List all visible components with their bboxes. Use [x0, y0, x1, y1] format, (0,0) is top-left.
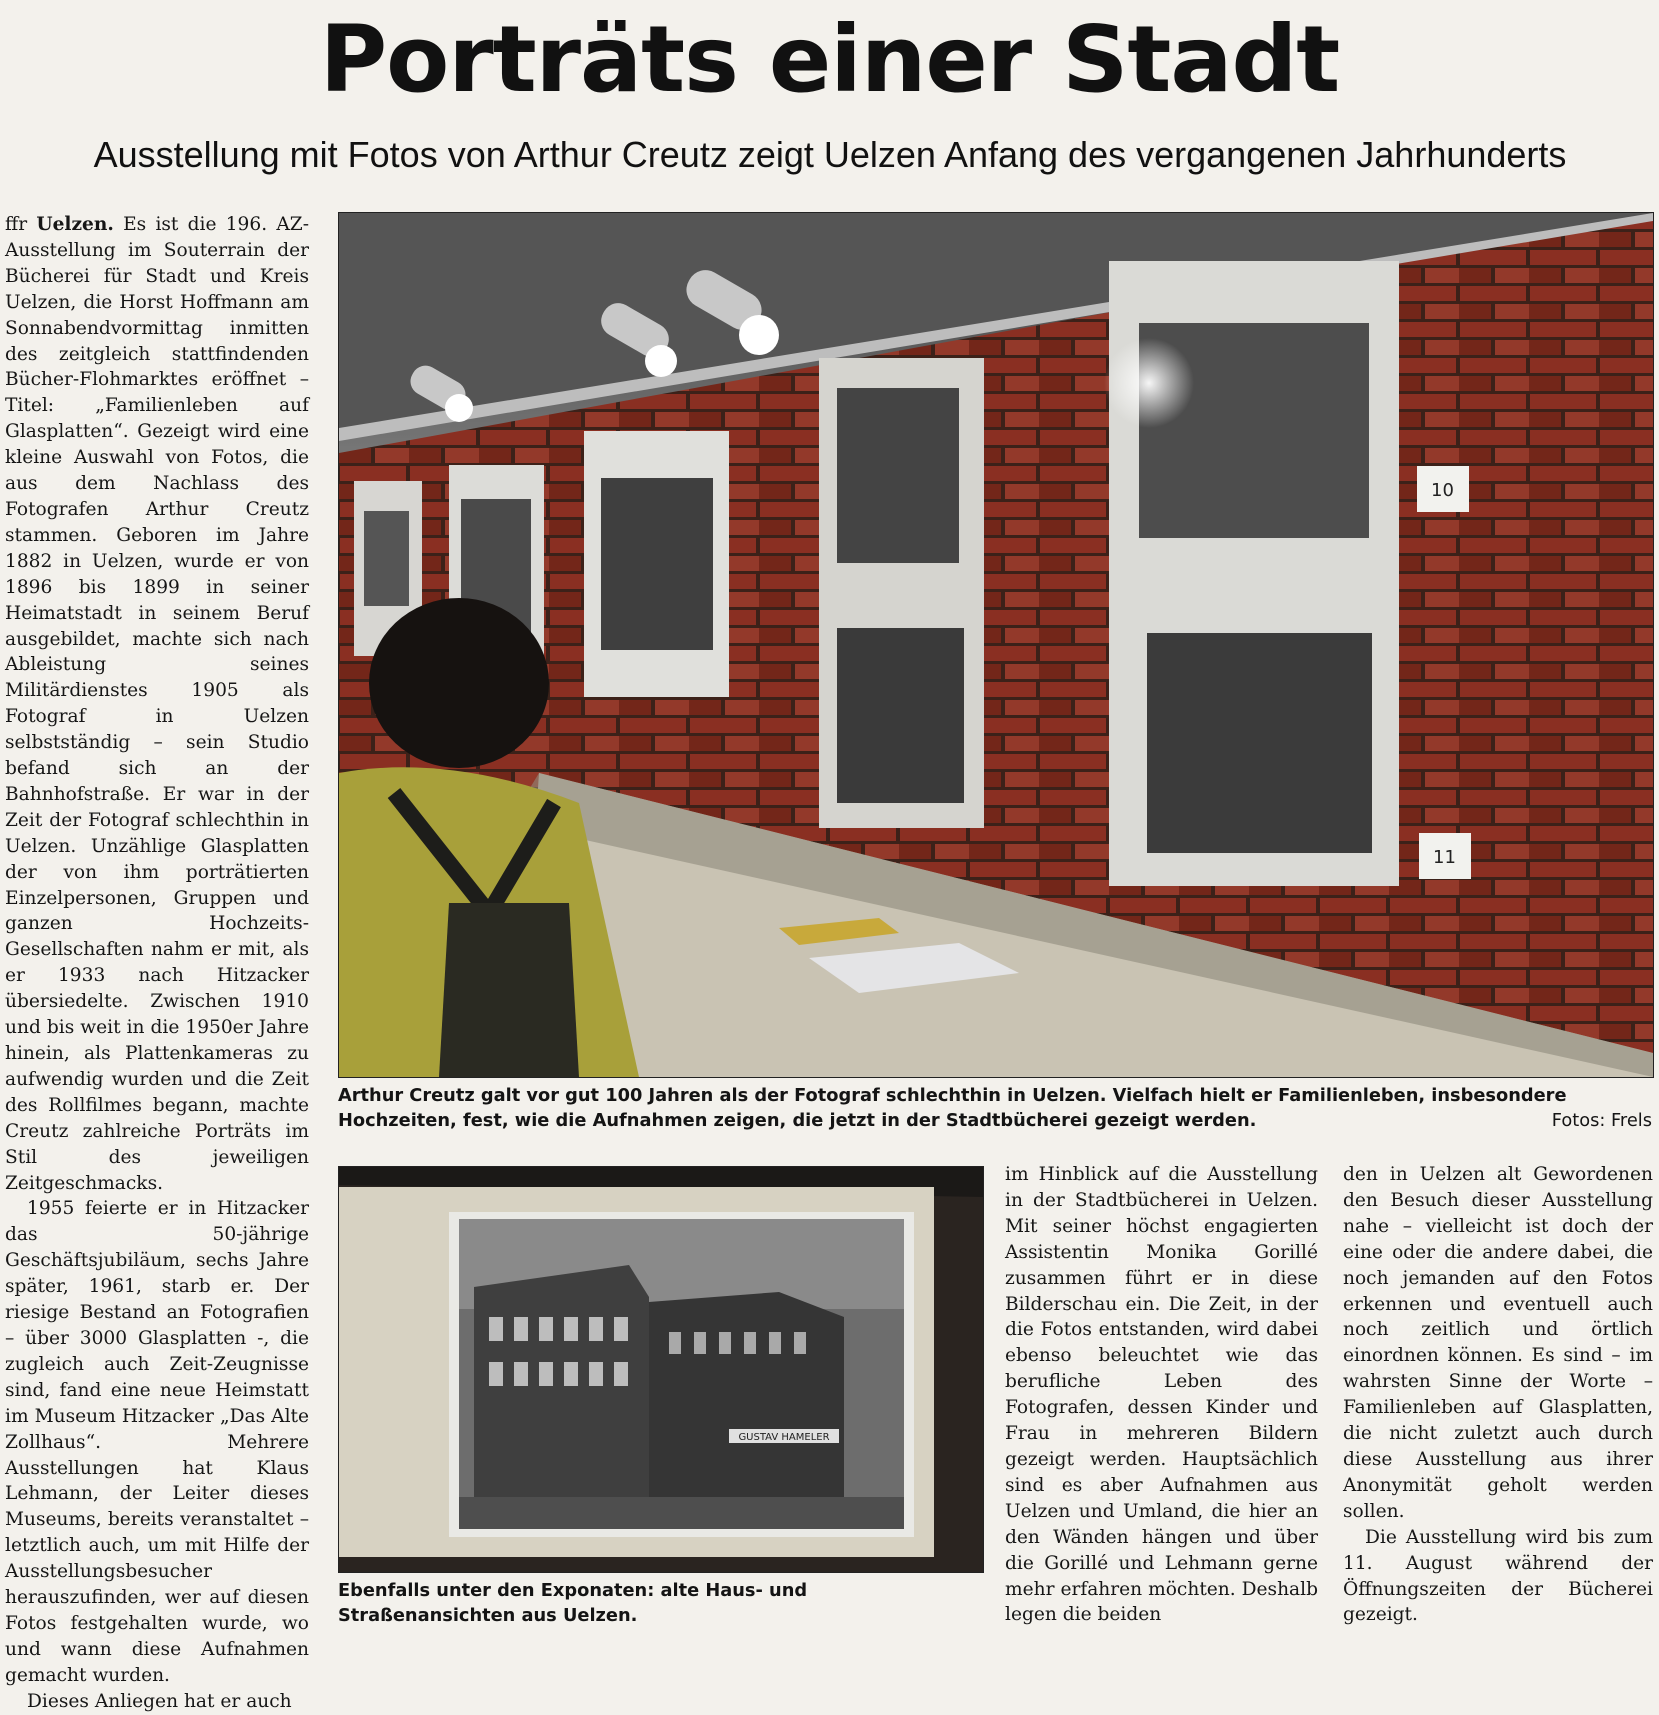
paragraph: den in Uelzen alt Gewordenen den Besuch dieser Ausstellung nahe – vielleicht ist doch der eine oder die andere dabei, die noch jemanden auf den Fotos erkennen und eventuell auch noch zeitlich und örtlich einordnen können. Es sind – im wahrsten Sinne der Worte – Familienleben auf Glasplatten, die nicht zuletzt auch durch diese Ausstellung aus ihrer Anonymität geholt werden sollen.: [1343, 1164, 1653, 1522]
exhibition-photo-illustration: [339, 213, 1653, 1077]
paragraph: im Hinblick auf die Ausstellung in der Stadtbücherei in Uelzen. Mit seiner höchst engagierten Assistentin Monika Gorillé zusammen führt er in diese Bilderschau ein. Die Zeit, in der die Fotos entstanden, wird dabei ebenso beleuchtet wie das berufliche Leben des Fotografen, dessen Kinder und Frau in mehreren Bildern gezeigt werden. Hauptsächlich sind es aber Aufnahmen aus Uelzen und Umland, die hier an den Wänden hängen und über die Gorillé und Lehmann gerne mehr erfahren möchten. Deshalb legen die beiden: [1005, 1164, 1318, 1626]
byline: ffr: [5, 214, 28, 235]
main-photo-caption: Arthur Creutz galt vor gut 100 Jahren als der Fotograf schlechthin in Uelzen. Vielfach hielt er Familienleben, insbesondere Hochzeiten, fest, wie die Aufnahmen zeigen, die jetzt in der Stadtbücherei gezeigt werden.: [338, 1085, 1567, 1131]
paragraph-text: Es ist die 196. AZ-Ausstellung im Souterrain der Bücherei für Stadt und Kreis Uelzen, die Horst Hoffmann am Sonnabendvormittag inmitten des zeitgleich stattfindenden Bücher-Flohmarktes eröffnet – Titel: „Familienleben auf Glasplatten“. Gezeigt wird eine kleine Auswahl von Fotos, die aus dem Nachlass des Fotografen Arthur Creutz stammen. Geboren im Jahre 1882 in Uelzen, wurde er von 1896 bis 1899 in seiner Heimatstadt in seinem Beruf ausgebildet, machte sich nach Ableistung seines Militärdienstes 1905 als Fotograf in Uelzen selbstständig – sein Studio befand sich an der Bahnhofstraße. Er war in der Zeit der Fotograf schlechthin in Uelzen. Unzählige Glasplatten der von ihm porträtierten Einzelpersonen, Gruppen und ganzen Hochzeits-Gesellschaften nahm er mit, als er 1933 nach Hitzacker übersiedelte. Zwischen 1910 und bis weit in die 1950er Jahre hinein, als Plattenkameras zu aufwendig wurden und die Zeit des Rollfilmes begann, machte Creutz zahlreiche Porträts im Stil des jeweiligen Zeitgeschmacks.: [5, 214, 309, 1194]
shop-sign: GUSTAV HAMELER: [738, 1432, 830, 1443]
paragraph: Dieses Anliegen hat er auch: [27, 1690, 292, 1712]
street-view-photo: [338, 1166, 984, 1573]
headline: Porträts einer Stadt: [319, 6, 1340, 113]
article-column-4: [1343, 1162, 1653, 1632]
exhibition-photo: [338, 212, 1654, 1078]
second-photo-caption: Ebenfalls unter den Exponaten: alte Haus- und Straßenansichten aus Uelzen.: [338, 1580, 808, 1626]
frame-label-11: 11: [1433, 847, 1456, 868]
subheadline: Ausstellung mit Fotos von Arthur Creutz zeigt Uelzen Anfang des vergangenen Jahrhunderts: [93, 134, 1567, 175]
paragraph: [5, 212, 309, 1196]
dateline: Uelzen.: [36, 214, 114, 235]
article-column-3: [1005, 1162, 1318, 1632]
article-column-1: [5, 212, 309, 1712]
photo-credit: Fotos: Frels: [1551, 1110, 1652, 1131]
paragraph: 1955 feierte er in Hitzacker das 50-jährige Geschäftsjubiläum, sechs Jahre später, 1961, starb er. Der riesige Bestand an Fotografien – über 3000 Glasplatten -, die zugleich auch Zeit-Zeugnisse sind, fand eine neue Heimstatt im Museum Hitzacker „Das Alte Zollhaus“. Mehrere Ausstellungen hat Klaus Lehmann, der Leiter dieses Museums, bereits veranstaltet – letztlich auch, um mit Hilfe der Ausstellungsbesucher herauszufinden, wer auf diesen Fotos festgehalten wurde, wo und wann diese Aufnahmen gemacht wurden.: [5, 1198, 309, 1686]
paragraph: Die Ausstellung wird bis zum 11. August während der Öffnungszeiten der Bücherei gezeigt.: [1343, 1526, 1653, 1626]
street-view-illustration: [339, 1167, 983, 1572]
frame-label-10: 10: [1431, 480, 1454, 501]
